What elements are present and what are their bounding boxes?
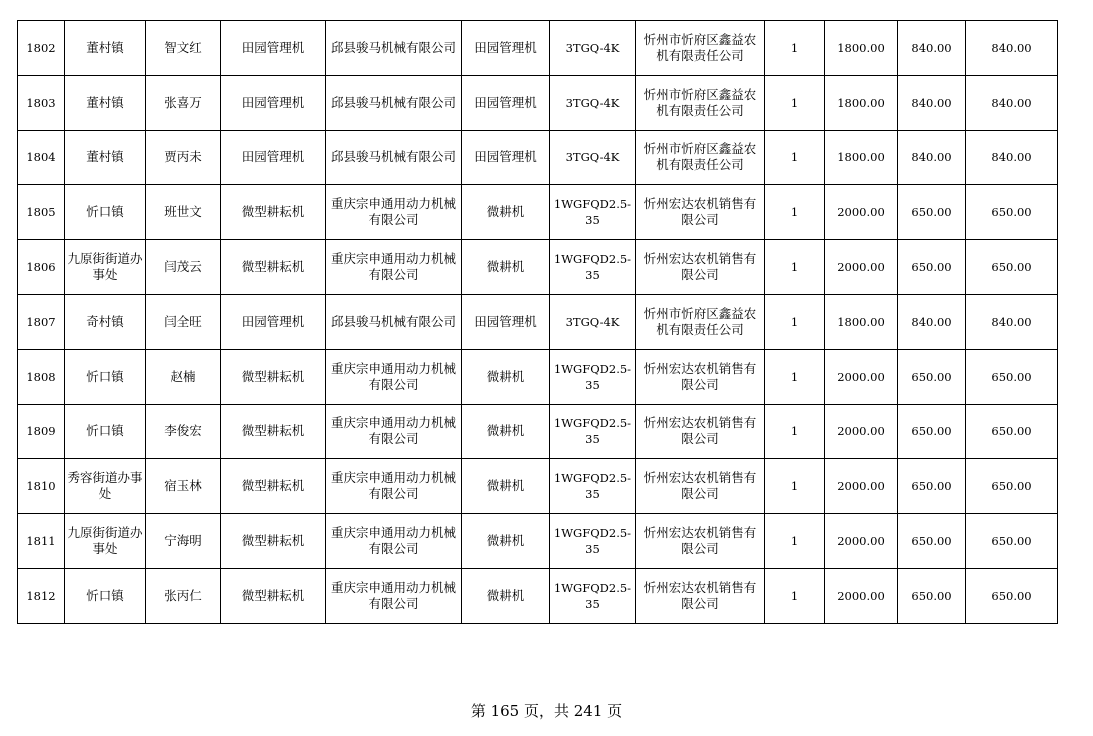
cell-town: 秀容街道办事处	[65, 459, 146, 514]
cell-dealer: 忻州市忻府区鑫益农机有限责任公司	[636, 21, 765, 76]
cell-manufacturer: 重庆宗申通用动力机械有限公司	[326, 185, 462, 240]
cell-quantity: 1	[765, 514, 825, 569]
cell-dealer: 忻州市忻府区鑫益农机有限责任公司	[636, 294, 765, 349]
cell-dealer: 忻州宏达农机销售有限公司	[636, 568, 765, 623]
cell-sale-price: 1800.00	[825, 130, 898, 185]
cell-dealer: 忻州宏达农机销售有限公司	[636, 459, 765, 514]
cell-model: 1WGFQD2.5-35	[550, 349, 636, 404]
cell-machine-type: 微耕机	[462, 459, 550, 514]
cell-machine-type: 微耕机	[462, 404, 550, 459]
cell-machine-type: 微耕机	[462, 185, 550, 240]
cell-machine-type: 田园管理机	[462, 75, 550, 130]
cell-dealer: 忻州市忻府区鑫益农机有限责任公司	[636, 130, 765, 185]
cell-manufacturer: 重庆宗申通用动力机械有限公司	[326, 404, 462, 459]
cell-machine-category: 田园管理机	[221, 294, 326, 349]
cell-machine-category: 田园管理机	[221, 75, 326, 130]
cell-manufacturer: 邱县骏马机械有限公司	[326, 75, 462, 130]
cell-sale-price: 1800.00	[825, 75, 898, 130]
cell-machine-type: 微耕机	[462, 514, 550, 569]
table-body	[18, 21, 1058, 624]
table-row	[18, 21, 1058, 76]
cell-model: 1WGFQD2.5-35	[550, 568, 636, 623]
cell-total-subsidy: 650.00	[966, 568, 1058, 623]
cell-quantity: 1	[765, 294, 825, 349]
cell-applicant-name: 张喜万	[146, 75, 221, 130]
cell-quantity: 1	[765, 185, 825, 240]
cell-applicant-name: 闫茂云	[146, 240, 221, 295]
cell-total-subsidy: 650.00	[966, 514, 1058, 569]
cell-quantity: 1	[765, 130, 825, 185]
table-row	[18, 130, 1058, 185]
cell-manufacturer: 重庆宗申通用动力机械有限公司	[326, 459, 462, 514]
cell-dealer: 忻州市忻府区鑫益农机有限责任公司	[636, 75, 765, 130]
cell-manufacturer: 重庆宗申通用动力机械有限公司	[326, 240, 462, 295]
cell-model: 3TGQ-4K	[550, 21, 636, 76]
cell-quantity: 1	[765, 349, 825, 404]
cell-manufacturer: 邱县骏马机械有限公司	[326, 130, 462, 185]
cell-town: 九原街街道办事处	[65, 240, 146, 295]
cell-dealer: 忻州宏达农机销售有限公司	[636, 185, 765, 240]
cell-manufacturer: 重庆宗申通用动力机械有限公司	[326, 514, 462, 569]
cell-town: 九原街街道办事处	[65, 514, 146, 569]
cell-model: 3TGQ-4K	[550, 75, 636, 130]
cell-quantity: 1	[765, 568, 825, 623]
cell-machine-type: 田园管理机	[462, 130, 550, 185]
cell-machine-category: 微型耕耘机	[221, 514, 326, 569]
cell-manufacturer: 邱县骏马机械有限公司	[326, 21, 462, 76]
cell-subsidy-amount: 650.00	[898, 240, 966, 295]
cell-model: 1WGFQD2.5-35	[550, 459, 636, 514]
cell-applicant-name: 宿玉林	[146, 459, 221, 514]
cell-sale-price: 2000.00	[825, 568, 898, 623]
table-row	[18, 75, 1058, 130]
cell-model: 1WGFQD2.5-35	[550, 514, 636, 569]
cell-town: 忻口镇	[65, 568, 146, 623]
cell-dealer: 忻州宏达农机销售有限公司	[636, 349, 765, 404]
cell-total-subsidy: 650.00	[966, 459, 1058, 514]
cell-town: 忻口镇	[65, 349, 146, 404]
cell-subsidy-amount: 840.00	[898, 294, 966, 349]
cell-machine-category: 田园管理机	[221, 130, 326, 185]
cell-sale-price: 2000.00	[825, 185, 898, 240]
cell-applicant-name: 赵楠	[146, 349, 221, 404]
cell-manufacturer: 邱县骏马机械有限公司	[326, 294, 462, 349]
table-row	[18, 185, 1058, 240]
cell-subsidy-amount: 650.00	[898, 568, 966, 623]
cell-quantity: 1	[765, 75, 825, 130]
cell-sale-price: 2000.00	[825, 240, 898, 295]
cell-applicant-name: 宁海明	[146, 514, 221, 569]
cell-applicant-name: 李俊宏	[146, 404, 221, 459]
table-row	[18, 514, 1058, 569]
table-row	[18, 404, 1058, 459]
cell-quantity: 1	[765, 459, 825, 514]
cell-machine-type: 微耕机	[462, 240, 550, 295]
page-number: 第 165 页，共 241 页	[470, 702, 623, 720]
cell-subsidy-amount: 840.00	[898, 75, 966, 130]
cell-subsidy-amount: 650.00	[898, 404, 966, 459]
table-row	[18, 459, 1058, 514]
cell-quantity: 1	[765, 404, 825, 459]
cell-row-number: 1806	[18, 240, 65, 295]
cell-sale-price: 2000.00	[825, 349, 898, 404]
cell-machine-category: 微型耕耘机	[221, 568, 326, 623]
cell-sale-price: 2000.00	[825, 514, 898, 569]
cell-town: 董村镇	[65, 130, 146, 185]
cell-machine-category: 微型耕耘机	[221, 185, 326, 240]
cell-model: 3TGQ-4K	[550, 294, 636, 349]
cell-dealer: 忻州宏达农机销售有限公司	[636, 404, 765, 459]
cell-total-subsidy: 840.00	[966, 75, 1058, 130]
cell-manufacturer: 重庆宗申通用动力机械有限公司	[326, 349, 462, 404]
cell-sale-price: 1800.00	[825, 294, 898, 349]
cell-row-number: 1810	[18, 459, 65, 514]
table-row	[18, 294, 1058, 349]
cell-row-number: 1811	[18, 514, 65, 569]
cell-machine-category: 微型耕耘机	[221, 349, 326, 404]
cell-subsidy-amount: 650.00	[898, 349, 966, 404]
cell-town: 董村镇	[65, 21, 146, 76]
cell-dealer: 忻州宏达农机销售有限公司	[636, 514, 765, 569]
table-row	[18, 240, 1058, 295]
cell-row-number: 1809	[18, 404, 65, 459]
cell-total-subsidy: 650.00	[966, 185, 1058, 240]
cell-applicant-name: 张丙仁	[146, 568, 221, 623]
cell-machine-category: 微型耕耘机	[221, 459, 326, 514]
cell-applicant-name: 闫全旺	[146, 294, 221, 349]
cell-total-subsidy: 840.00	[966, 130, 1058, 185]
cell-row-number: 1812	[18, 568, 65, 623]
cell-applicant-name: 智文红	[146, 21, 221, 76]
cell-sale-price: 2000.00	[825, 459, 898, 514]
cell-row-number: 1804	[18, 130, 65, 185]
cell-applicant-name: 贾丙未	[146, 130, 221, 185]
cell-quantity: 1	[765, 21, 825, 76]
cell-town: 忻口镇	[65, 185, 146, 240]
cell-town: 忻口镇	[65, 404, 146, 459]
cell-applicant-name: 班世文	[146, 185, 221, 240]
cell-manufacturer: 重庆宗申通用动力机械有限公司	[326, 568, 462, 623]
cell-machine-category: 田园管理机	[221, 21, 326, 76]
cell-town: 奇村镇	[65, 294, 146, 349]
cell-row-number: 1805	[18, 185, 65, 240]
cell-dealer: 忻州宏达农机销售有限公司	[636, 240, 765, 295]
cell-model: 1WGFQD2.5-35	[550, 185, 636, 240]
cell-total-subsidy: 840.00	[966, 294, 1058, 349]
cell-total-subsidy: 650.00	[966, 349, 1058, 404]
cell-total-subsidy: 650.00	[966, 404, 1058, 459]
cell-quantity: 1	[765, 240, 825, 295]
cell-model: 1WGFQD2.5-35	[550, 404, 636, 459]
cell-town: 董村镇	[65, 75, 146, 130]
cell-row-number: 1807	[18, 294, 65, 349]
cell-model: 1WGFQD2.5-35	[550, 240, 636, 295]
cell-model: 3TGQ-4K	[550, 130, 636, 185]
cell-sale-price: 2000.00	[825, 404, 898, 459]
table-row	[18, 568, 1058, 623]
cell-row-number: 1802	[18, 21, 65, 76]
cell-machine-type: 田园管理机	[462, 21, 550, 76]
cell-subsidy-amount: 650.00	[898, 185, 966, 240]
cell-row-number: 1803	[18, 75, 65, 130]
cell-machine-type: 微耕机	[462, 349, 550, 404]
cell-machine-category: 微型耕耘机	[221, 240, 326, 295]
cell-machine-type: 田园管理机	[462, 294, 550, 349]
cell-machine-type: 微耕机	[462, 568, 550, 623]
cell-subsidy-amount: 650.00	[898, 459, 966, 514]
cell-total-subsidy: 840.00	[966, 21, 1058, 76]
cell-total-subsidy: 650.00	[966, 240, 1058, 295]
subsidy-table	[17, 20, 1058, 624]
cell-subsidy-amount: 650.00	[898, 514, 966, 569]
cell-machine-category: 微型耕耘机	[221, 404, 326, 459]
cell-subsidy-amount: 840.00	[898, 21, 966, 76]
cell-subsidy-amount: 840.00	[898, 130, 966, 185]
cell-row-number: 1808	[18, 349, 65, 404]
cell-sale-price: 1800.00	[825, 21, 898, 76]
table-row	[18, 349, 1058, 404]
